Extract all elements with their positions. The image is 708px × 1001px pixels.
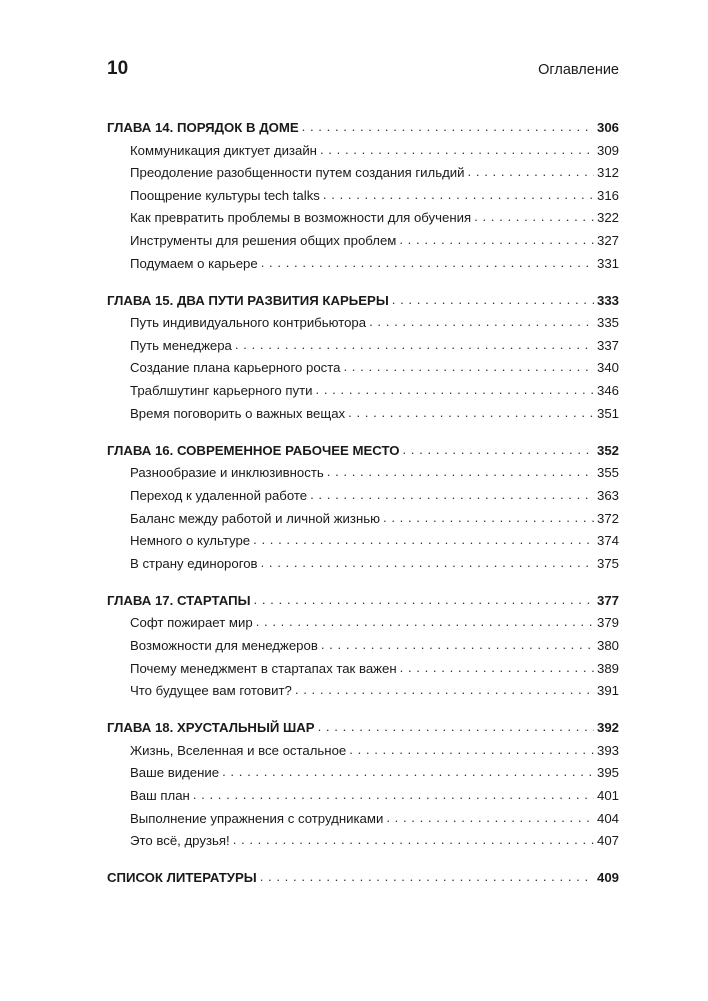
section-page: 335	[596, 315, 619, 331]
toc-section[interactable]	[107, 256, 619, 279]
toc-section[interactable]	[107, 638, 619, 661]
dot-leader	[318, 719, 594, 734]
toc-section[interactable]	[107, 556, 619, 579]
chapter-title: ГЛАВА 14. ПОРЯДОК В ДОМЕ	[107, 120, 299, 135]
dot-leader	[261, 555, 594, 570]
toc-section[interactable]	[107, 661, 619, 684]
toc-section[interactable]	[107, 615, 619, 638]
section-title: Баланс между работой и личной жизнью	[130, 510, 380, 526]
toc-section[interactable]	[107, 360, 619, 383]
dot-leader	[369, 314, 594, 329]
chapter-page: 392	[596, 720, 619, 736]
toc-chapter-17[interactable]	[107, 593, 619, 616]
dot-leader	[383, 510, 594, 525]
dot-leader	[256, 614, 594, 629]
dot-leader	[323, 187, 594, 202]
dot-leader	[468, 164, 594, 179]
dot-leader	[320, 142, 594, 157]
section-page: 340	[596, 360, 619, 376]
dot-leader	[327, 464, 594, 479]
section-title: В страну единорогов	[130, 555, 258, 571]
dot-leader	[193, 787, 594, 802]
section-page: 322	[596, 210, 619, 226]
section-page: 372	[596, 510, 619, 526]
dot-leader	[254, 592, 594, 607]
section-title: Что будущее вам готовит?	[130, 683, 292, 699]
dot-leader	[349, 742, 594, 757]
table-of-contents	[107, 120, 619, 893]
section-title: Жизнь, Вселенная и все остальное	[130, 742, 347, 758]
toc-section[interactable]	[107, 811, 619, 834]
dot-leader	[348, 405, 594, 420]
toc-section[interactable]	[107, 533, 619, 556]
page-header	[107, 58, 619, 80]
section-title: Инструменты для решения общих проблем	[130, 232, 397, 248]
chapter-page: 409	[596, 870, 619, 886]
chapter-title: СПИСОК ЛИТЕРАТУРЫ	[107, 870, 257, 886]
toc-section[interactable]	[107, 338, 619, 361]
dot-leader	[310, 487, 594, 502]
toc-section[interactable]	[107, 788, 619, 811]
section-title: Возможности для менеджеров	[130, 637, 318, 653]
chapter-title: ГЛАВА 18. ХРУСТАЛЬНЫЙ ШАР	[107, 720, 315, 736]
toc-section[interactable]	[107, 488, 619, 511]
section-page: 316	[596, 187, 619, 203]
section-title: Время поговорить о важных вещах	[130, 405, 346, 421]
section-title: Переход к удаленной работе	[130, 487, 308, 503]
section-page: 312	[596, 165, 619, 181]
dot-leader	[399, 232, 594, 247]
section-page: 363	[596, 487, 619, 503]
toc-section[interactable]	[107, 765, 619, 788]
dot-leader	[235, 337, 594, 352]
dot-leader	[295, 682, 594, 697]
section-page: 379	[596, 615, 619, 631]
dot-leader	[253, 532, 594, 547]
dot-leader	[402, 442, 594, 457]
toc-section[interactable]	[107, 743, 619, 766]
section-page: 355	[596, 465, 619, 481]
chapter-page: 377	[596, 592, 619, 608]
section-title: Путь индивидуального контрибьютора	[130, 315, 367, 331]
section-page: 375	[596, 555, 619, 571]
section-page: 401	[596, 788, 619, 804]
toc-section[interactable]	[107, 143, 619, 166]
chapter-page: 306	[596, 120, 619, 135]
toc-chapter-14[interactable]	[107, 120, 619, 143]
dot-leader	[392, 292, 594, 307]
section-page: 391	[596, 683, 619, 699]
section-title: Как превратить проблемы в возможности для обучения	[130, 210, 472, 226]
chapter-title: ГЛАВА 17. СТАРТАПЫ	[107, 592, 251, 608]
dot-leader	[386, 810, 594, 825]
section-title: Путь менеджера	[130, 337, 232, 353]
toc-section[interactable]	[107, 210, 619, 233]
section-title: Ваше видение	[130, 765, 220, 781]
section-title: Коммуникация диктует дизайн	[130, 142, 317, 158]
section-page: 380	[596, 637, 619, 653]
toc-section[interactable]	[107, 315, 619, 338]
toc-section[interactable]	[107, 406, 619, 429]
page-number: 10	[107, 58, 129, 79]
section-page: 337	[596, 337, 619, 353]
section-page: 327	[596, 232, 619, 248]
chapter-page: 352	[596, 442, 619, 458]
dot-leader	[222, 764, 594, 779]
section-page: 395	[596, 765, 619, 781]
chapter-title: ГЛАВА 16. СОВРЕМЕННОЕ РАБОЧЕЕ МЕСТО	[107, 442, 400, 458]
chapter-title: ГЛАВА 15. ДВА ПУТИ РАЗВИТИЯ КАРЬЕРЫ	[107, 292, 389, 308]
toc-chapter-16[interactable]	[107, 443, 619, 466]
dot-leader	[400, 660, 594, 675]
section-title: Почему менеджмент в стартапах так важен	[130, 660, 397, 676]
toc-section[interactable]	[107, 465, 619, 488]
section-page: 374	[596, 533, 619, 549]
section-page: 389	[596, 660, 619, 676]
toc-chapter-15[interactable]	[107, 293, 619, 316]
toc-section[interactable]	[107, 683, 619, 706]
toc-section[interactable]	[107, 511, 619, 534]
section-title: Поощрение культуры tech talks	[130, 187, 320, 203]
section-title: Ваш план	[130, 788, 190, 804]
section-page: 309	[596, 142, 619, 158]
dot-leader	[233, 832, 594, 847]
chapter-page: 333	[596, 292, 619, 308]
toc-section[interactable]	[107, 833, 619, 856]
toc-section[interactable]	[107, 165, 619, 188]
section-page: 351	[596, 405, 619, 421]
toc-chapter-18[interactable]	[107, 720, 619, 743]
dot-leader	[302, 119, 594, 134]
toc-section[interactable]	[107, 233, 619, 256]
toc-section[interactable]	[107, 188, 619, 211]
section-title: Траблшутинг карьерного пути	[130, 383, 313, 399]
dot-leader	[343, 359, 594, 374]
section-page: 407	[596, 833, 619, 849]
dot-leader	[260, 869, 594, 884]
section-title: Создание плана карьерного роста	[130, 360, 341, 376]
section-title: Софт пожирает мир	[130, 615, 253, 631]
running-title: Оглавление	[538, 62, 619, 78]
toc-bibliography[interactable]	[107, 870, 619, 893]
section-title: Разнообразие и инклюзивность	[130, 465, 324, 481]
dot-leader	[474, 209, 594, 224]
section-title: Немного о культуре	[130, 533, 251, 549]
section-title: Подумаем о карьере	[130, 255, 258, 271]
section-page: 331	[596, 255, 619, 271]
section-page: 404	[596, 810, 619, 826]
section-title: Это всё, друзья!	[130, 833, 230, 849]
toc-section[interactable]	[107, 383, 619, 406]
section-page: 346	[596, 383, 619, 399]
section-title: Преодоление разобщенности путем создания гильдий	[130, 165, 465, 181]
section-page: 393	[596, 742, 619, 758]
dot-leader	[261, 255, 594, 270]
dot-leader	[321, 637, 594, 652]
section-title: Выполнение упражнения с сотрудниками	[130, 810, 384, 826]
dot-leader	[316, 382, 594, 397]
